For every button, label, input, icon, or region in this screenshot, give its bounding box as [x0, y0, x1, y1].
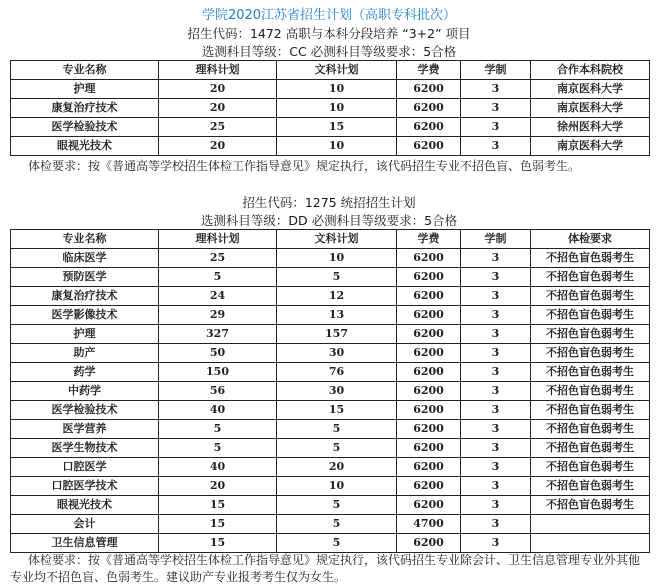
table-cell: 6200 — [397, 287, 461, 306]
table-row — [11, 496, 650, 515]
table-cell: 不招色盲色弱考生 — [531, 325, 650, 344]
table-cell: 10 — [277, 249, 397, 268]
table-cell: 5 — [159, 268, 277, 287]
table-cell: 助产 — [11, 344, 159, 363]
column-header: 学费 — [397, 230, 461, 249]
table-row — [11, 344, 650, 363]
table-cell: 6200 — [397, 80, 461, 99]
table-cell: 5 — [277, 268, 397, 287]
column-header: 学制 — [461, 230, 531, 249]
table-row — [11, 534, 650, 553]
column-header: 文科计划 — [277, 61, 397, 80]
table-cell: 3 — [461, 325, 531, 344]
column-header: 理科计划 — [159, 230, 277, 249]
table-cell: 10 — [277, 99, 397, 118]
table-cell: 不招色盲色弱考生 — [531, 344, 650, 363]
table-cell: 不招色盲色弱考生 — [531, 496, 650, 515]
table-cell — [531, 515, 650, 534]
table-cell: 3 — [461, 401, 531, 420]
table-cell: 3 — [461, 458, 531, 477]
table-row — [11, 477, 650, 496]
table-cell: 6200 — [397, 306, 461, 325]
table-cell: 327 — [159, 325, 277, 344]
table-cell: 10 — [277, 80, 397, 99]
table-row — [11, 80, 650, 99]
table-cell: 医学检验技术 — [11, 401, 159, 420]
table-cell: 5 — [277, 420, 397, 439]
table-cell: 13 — [277, 306, 397, 325]
table-cell: 6200 — [397, 325, 461, 344]
table-cell: 会计 — [11, 515, 159, 534]
table-cell: 15 — [277, 401, 397, 420]
table-cell: 157 — [277, 325, 397, 344]
table-row — [11, 268, 650, 287]
table-cell: 3 — [461, 515, 531, 534]
table-cell: 30 — [277, 344, 397, 363]
table-cell: 3 — [461, 249, 531, 268]
table-row — [11, 249, 650, 268]
table-row — [11, 458, 650, 477]
table-cell: 3 — [461, 496, 531, 515]
table-cell: 20 — [159, 137, 277, 156]
table-cell: 20 — [159, 99, 277, 118]
table-cell: 3 — [461, 439, 531, 458]
table-cell: 40 — [159, 458, 277, 477]
table-row — [11, 118, 650, 137]
column-header: 文科计划 — [277, 230, 397, 249]
table-cell: 护理 — [11, 325, 159, 344]
table-cell: 56 — [159, 382, 277, 401]
column-header: 学费 — [397, 61, 461, 80]
column-header: 学制 — [461, 61, 531, 80]
table-cell: 6200 — [397, 382, 461, 401]
section2-exam-note-line2: 专业均不招色盲、色弱考生。建议助产专业报考考生仅为女生。 — [10, 570, 347, 584]
table-row — [11, 306, 650, 325]
table-cell: 24 — [159, 287, 277, 306]
table-cell: 康复治疗技术 — [11, 287, 159, 306]
table-row — [11, 325, 650, 344]
section2-requirement-line: 选测科目等级：DD 必测科目等级要求：5合格 — [200, 213, 458, 228]
table-cell: 口腔医学技术 — [11, 477, 159, 496]
column-header: 理科计划 — [159, 61, 277, 80]
table-cell: 5 — [277, 439, 397, 458]
table-row — [11, 401, 650, 420]
table-cell: 3 — [461, 80, 531, 99]
table-cell: 3 — [461, 344, 531, 363]
table-cell: 中药学 — [11, 382, 159, 401]
table-cell: 6200 — [397, 99, 461, 118]
table-cell: 10 — [277, 477, 397, 496]
table-cell: 20 — [159, 80, 277, 99]
table-cell: 药学 — [11, 363, 159, 382]
table-cell: 南京医科大学 — [531, 80, 650, 99]
table-cell: 3 — [461, 363, 531, 382]
table-cell: 5 — [277, 534, 397, 553]
table-cell: 不招色盲色弱考生 — [531, 401, 650, 420]
section1-requirement-line: 选测科目等级：CC 必测科目等级要求：5合格 — [201, 44, 457, 59]
table-cell: 不招色盲色弱考生 — [531, 420, 650, 439]
section1-exam-note: 体检要求：按《普通高等学校招生体检工作指导意见》规定执行，该代码招生专业不招色盲、色弱考生。 — [28, 159, 581, 173]
section2-code-line: 招生代码：1275 统招招生计划 — [242, 195, 416, 210]
table-cell: 15 — [277, 118, 397, 137]
table-cell: 6200 — [397, 458, 461, 477]
table-cell: 不招色盲色弱考生 — [531, 363, 650, 382]
table-cell: 徐州医科大学 — [531, 118, 650, 137]
table-cell: 3 — [461, 477, 531, 496]
table-cell: 3 — [461, 118, 531, 137]
table-cell: 40 — [159, 401, 277, 420]
table-cell: 6200 — [397, 363, 461, 382]
table-cell: 3 — [461, 382, 531, 401]
table-cell: 15 — [159, 515, 277, 534]
table-row — [11, 420, 650, 439]
table-cell: 护理 — [11, 80, 159, 99]
table-cell: 医学影像技术 — [11, 306, 159, 325]
table-row — [11, 99, 650, 118]
table-cell: 3 — [461, 287, 531, 306]
table-row — [11, 287, 650, 306]
table-cell: 6200 — [397, 496, 461, 515]
table-cell: 15 — [159, 496, 277, 515]
table-cell: 6200 — [397, 420, 461, 439]
table-cell: 5 — [159, 420, 277, 439]
column-header: 专业名称 — [11, 230, 159, 249]
table-cell: 不招色盲色弱考生 — [531, 439, 650, 458]
table-cell: 20 — [159, 477, 277, 496]
table-cell: 南京医科大学 — [531, 99, 650, 118]
table-row — [11, 515, 650, 534]
table-cell: 6200 — [397, 118, 461, 137]
table-cell: 眼视光技术 — [11, 496, 159, 515]
table-cell: 30 — [277, 382, 397, 401]
table-cell: 口腔医学 — [11, 458, 159, 477]
table-cell: 预防医学 — [11, 268, 159, 287]
section1-table — [10, 60, 650, 156]
table-cell: 6200 — [397, 344, 461, 363]
table-cell: 6200 — [397, 249, 461, 268]
table-cell: 不招色盲色弱考生 — [531, 458, 650, 477]
table-cell: 12 — [277, 287, 397, 306]
table-cell: 15 — [159, 534, 277, 553]
section2-exam-note-line1: 体检要求：按《普通高等学校招生体检工作指导意见》规定执行，该代码招生专业除会计、卫生信息管理专业外其他 — [28, 553, 641, 567]
table-cell: 南京医科大学 — [531, 137, 650, 156]
table-cell: 医学营养 — [11, 420, 159, 439]
table-cell: 50 — [159, 344, 277, 363]
table-cell: 临床医学 — [11, 249, 159, 268]
table-cell: 6200 — [397, 477, 461, 496]
table-cell: 不招色盲色弱考生 — [531, 477, 650, 496]
column-header: 体检要求 — [531, 230, 650, 249]
table-cell: 不招色盲色弱考生 — [531, 268, 650, 287]
table-header-row — [11, 230, 650, 249]
table-cell: 5 — [277, 515, 397, 534]
table-cell: 6200 — [397, 268, 461, 287]
table-cell: 康复治疗技术 — [11, 99, 159, 118]
table-cell — [531, 534, 650, 553]
table-cell: 眼视光技术 — [11, 137, 159, 156]
table-row — [11, 137, 650, 156]
table-cell: 不招色盲色弱考生 — [531, 249, 650, 268]
table-cell: 医学检验技术 — [11, 118, 159, 137]
table-row — [11, 382, 650, 401]
table-cell: 3 — [461, 99, 531, 118]
page-title: 学院2020江苏省招生计划（高职专科批次） — [201, 8, 457, 23]
table-cell: 6200 — [397, 137, 461, 156]
table-header-row — [11, 61, 650, 80]
table-cell: 10 — [277, 137, 397, 156]
table-cell: 不招色盲色弱考生 — [531, 287, 650, 306]
table-cell: 3 — [461, 534, 531, 553]
table-cell: 5 — [277, 496, 397, 515]
table-cell: 不招色盲色弱考生 — [531, 306, 650, 325]
table-cell: 卫生信息管理 — [11, 534, 159, 553]
table-row — [11, 439, 650, 458]
table-cell: 25 — [159, 118, 277, 137]
section1-code-line: 招生代码：1472 高职与本科分段培养 “3+2” 项目 — [187, 26, 471, 41]
table-cell: 5 — [159, 439, 277, 458]
table-cell: 29 — [159, 306, 277, 325]
table-cell: 6200 — [397, 439, 461, 458]
table-cell: 150 — [159, 363, 277, 382]
column-header: 合作本科院校 — [531, 61, 650, 80]
table-cell: 3 — [461, 420, 531, 439]
table-row — [11, 363, 650, 382]
table-cell: 3 — [461, 306, 531, 325]
table-cell: 25 — [159, 249, 277, 268]
table-cell: 3 — [461, 268, 531, 287]
table-cell: 医学生物技术 — [11, 439, 159, 458]
table-cell: 6200 — [397, 401, 461, 420]
table-cell: 4700 — [397, 515, 461, 534]
table-cell: 不招色盲色弱考生 — [531, 382, 650, 401]
table-cell: 3 — [461, 137, 531, 156]
table-cell: 76 — [277, 363, 397, 382]
section2-table — [10, 229, 650, 553]
table-cell: 6200 — [397, 534, 461, 553]
table-cell: 20 — [277, 458, 397, 477]
column-header: 专业名称 — [11, 61, 159, 80]
